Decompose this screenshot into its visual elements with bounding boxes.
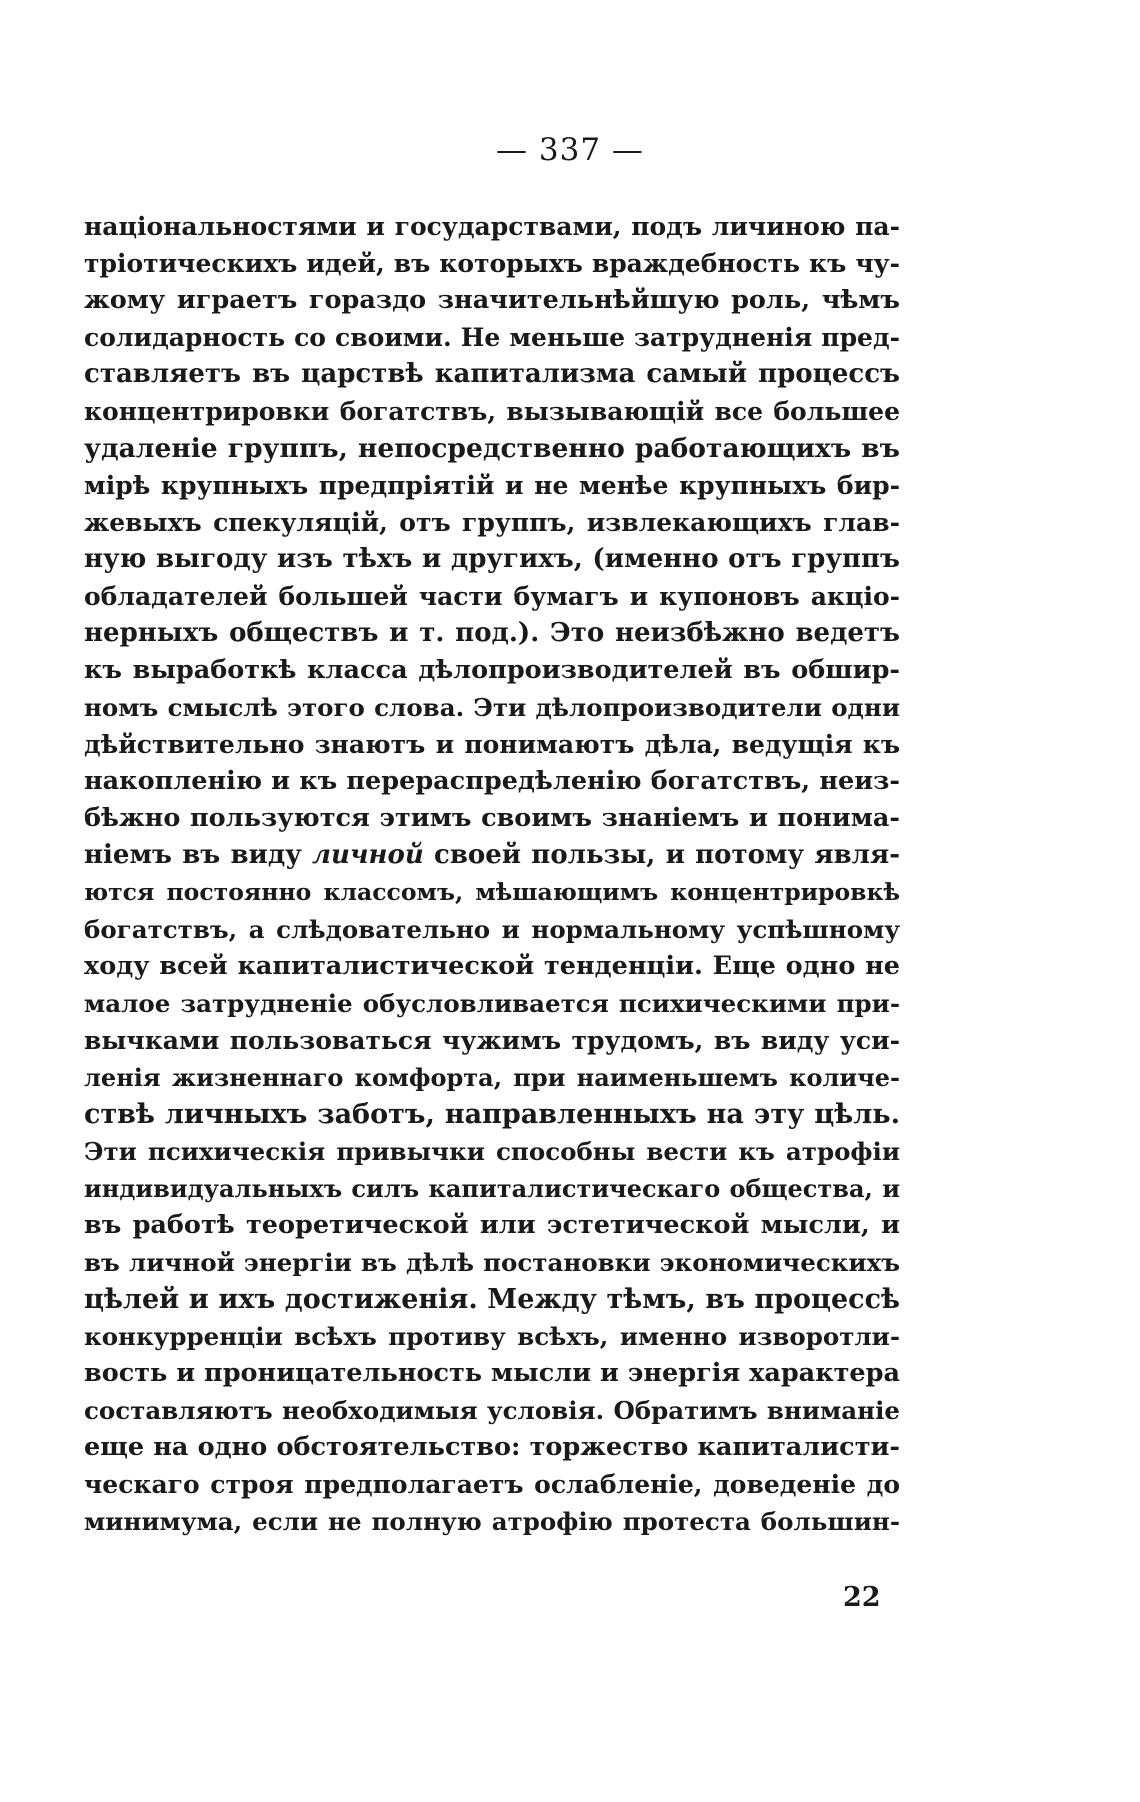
body-text [84,208,900,1540]
text-line: національностями и государствами, подъ личиною па- [84,212,900,241]
text-line: ставляетъ въ царствѣ капитализма самый процессъ [84,359,900,389]
text-line: ческаго строя предполагаетъ ослабленіе, доведеніе до [84,1470,900,1499]
text-line: ходу всей капиталистической тенденціи. Еще одно не [84,951,900,981]
text-line-with-emphasis [84,837,900,874]
text-line: вычками пользоваться чужимъ трудомъ, въ виду уси- [84,1026,900,1055]
page-number: — 337 — [496,132,644,168]
emphasis-word: личной [312,840,424,870]
text-line: конкурренціи всѣхъ противу всѣхъ, именно изворотли- [84,1322,900,1351]
text-line: накопленію и къ перераспредѣленію богатствъ, неиз- [84,766,900,796]
text-line: жому играетъ гораздо значительнѣйшую роль, чѣмъ [84,285,900,315]
text-line: удаленіе группъ, непосредственно работающихъ въ [84,433,900,464]
text-line: богатствъ, а слѣдовательно и нормальному успѣшному [84,915,900,944]
text-line: цѣлей и ихъ достиженія. Между тѣмъ, въ процессѣ [84,1284,900,1315]
text-line: еще на одно обстоятельство: торжество капиталисти- [84,1432,900,1462]
text-line: концентрировки богатствъ, вызывающій все большее [84,397,900,426]
text-line: номъ смыслѣ этого слова. Эти дѣлопроизводители одни [84,693,900,722]
text-line: солидарность со своими. Не меньше затрудненія пред- [84,323,900,352]
text-line: дѣйствительно знаютъ и понимаютъ дѣла, ведущія къ [84,730,900,759]
text-line: составляютъ необходимыя условія. Обратимъ вниманіе [84,1396,900,1425]
text-line: ленія жизненнаго комфорта, при наименьшемъ количе- [84,1063,900,1092]
text-segment: ніемъ въ виду [84,840,313,870]
text-line: обладателей большей части бумагъ и купоновъ акціо- [84,582,900,611]
text-line: малое затрудненіе обусловливается психическими при- [84,989,900,1018]
signature-mark: 22 [843,1582,881,1613]
text-line: Эти психическія привычки способны вести къ атрофіи [84,1137,900,1166]
text-line: въ личной энергіи въ дѣлѣ постановки экономическихъ [84,1248,900,1277]
text-line: ную выгоду изъ тѣхъ и другихъ, (именно отъ группъ [84,544,900,574]
text-line: мірѣ крупныхъ предпріятій и не менѣе крупныхъ бир- [84,471,900,500]
text-line: жевыхъ спекуляцій, отъ группъ, извлекающихъ глав- [84,508,900,537]
text-line: тріотическихъ идей, въ которыхъ враждебность къ чу- [84,249,900,278]
text-line: вость и проницательность мысли и энергія характера [84,1358,900,1388]
text-line: минимума, если не полную атрофію протеста большин- [84,1507,900,1536]
text-line: индивидуальныхъ силъ капиталистическаго общества, и [84,1174,900,1203]
text-segment: своей пользы, и потому явля- [423,840,901,870]
text-line: нерныхъ обществъ и т. под.). Это неизбѣжно ведетъ [84,618,900,648]
text-line: ствѣ личныхъ заботъ, направленныхъ на эту цѣль. [84,1099,900,1130]
text-line: къ выработкѣ класса дѣлопроизводителей въ обшир- [84,655,900,685]
text-line: въ работѣ теоретической или эстетической мысли, и [84,1210,900,1240]
text-line: бѣжно пользуются этимъ своимъ знаніемъ и понима- [84,803,900,833]
text-line: ются постоянно классомъ, мѣшающимъ концентрировкѣ [84,878,900,906]
